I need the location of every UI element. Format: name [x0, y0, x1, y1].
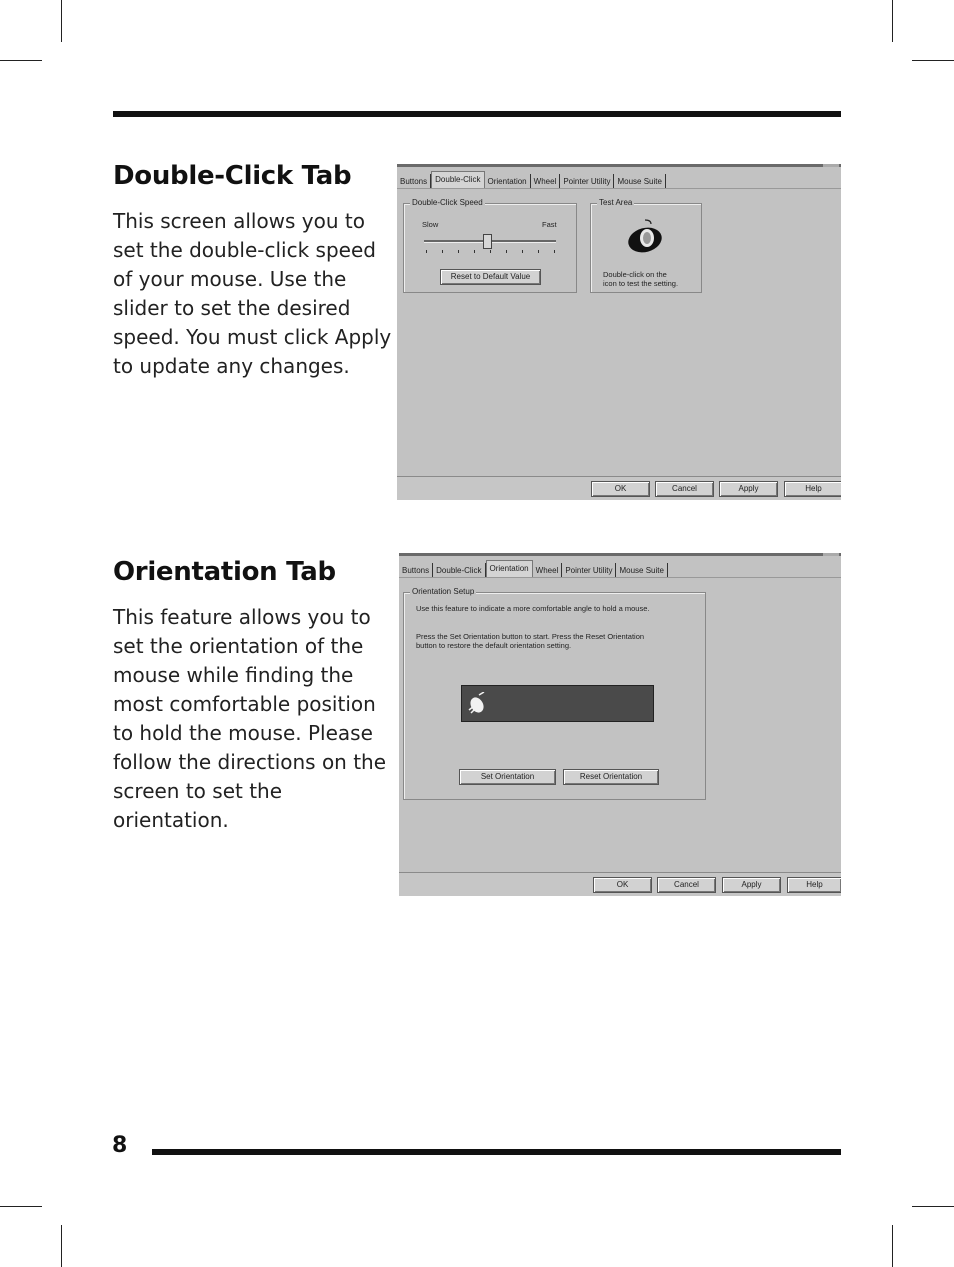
ok-button[interactable]: OK	[591, 481, 650, 497]
tab-double-click[interactable]: Double-Click	[431, 171, 484, 188]
help-button[interactable]: Help	[784, 481, 841, 497]
test-area-instruction-line2: icon to test the setting.	[603, 279, 679, 288]
slider-tick	[474, 250, 475, 253]
ok-button[interactable]: OK	[593, 877, 652, 893]
apply-button[interactable]: Apply	[722, 877, 781, 893]
tab-strip	[399, 562, 668, 577]
tab-wheel[interactable]: Wheel	[531, 174, 561, 188]
tab-wheel[interactable]: Wheel	[533, 563, 563, 577]
slider-tick	[458, 250, 459, 253]
tab-double-click[interactable]: Double-Click	[433, 563, 485, 577]
orientation-title: Orientation Tab	[113, 557, 336, 587]
crop-mark	[61, 0, 62, 42]
group-title: Orientation Setup	[412, 587, 475, 596]
orientation-screenshot	[399, 553, 841, 896]
crop-mark	[0, 1206, 42, 1207]
top-rule	[113, 111, 841, 117]
tab-mouse-suite[interactable]: Mouse Suite	[616, 563, 667, 577]
speed-slider-thumb[interactable]	[483, 234, 492, 249]
window-controls-icon	[823, 553, 839, 556]
double-click-speed-group	[403, 198, 577, 293]
test-area-instruction-line1: Double-click on the	[603, 270, 667, 279]
window-titlebar	[399, 553, 841, 556]
orientation-instruction-line1: Press the Set Orientation button to start. Press the Reset Orientation	[416, 632, 645, 641]
tab-mouse-suite[interactable]: Mouse Suite	[614, 174, 665, 188]
double-click-title: Double-Click Tab	[113, 161, 352, 191]
tab-divider	[397, 188, 841, 189]
slider-tick	[442, 250, 443, 253]
slider-tick	[426, 250, 427, 253]
tab-buttons[interactable]: Buttons	[399, 563, 433, 577]
test-area-group	[590, 198, 702, 293]
set-orientation-button[interactable]: Set Orientation	[459, 769, 556, 785]
footer-separator	[399, 872, 841, 873]
cancel-button[interactable]: Cancel	[655, 481, 714, 497]
reset-orientation-button[interactable]: Reset Orientation	[563, 769, 659, 785]
orientation-mouse-icon	[465, 692, 489, 716]
orientation-setup-group	[403, 587, 706, 800]
crop-mark	[912, 1206, 954, 1207]
slider-tick	[554, 250, 555, 253]
footer-separator	[397, 476, 841, 477]
crop-mark	[892, 0, 893, 42]
page-number: 8	[112, 1133, 128, 1158]
window-controls-icon	[823, 164, 839, 167]
tab-divider	[399, 577, 841, 578]
crop-mark	[61, 1225, 62, 1267]
reset-default-button[interactable]: Reset to Default Value	[440, 269, 541, 285]
group-title: Test Area	[599, 198, 633, 207]
tab-strip	[397, 173, 666, 188]
slider-tick	[538, 250, 539, 253]
window-titlebar	[397, 164, 841, 167]
help-button[interactable]: Help	[787, 877, 841, 893]
slider-tick	[522, 250, 523, 253]
tab-buttons[interactable]: Buttons	[397, 174, 431, 188]
orientation-description: This feature allows you to set the orientation of the mouse while finding the most comfortable position to hold the mouse. Please follow the directions on the screen to set the orientation.	[113, 605, 387, 832]
tab-pointer-utility[interactable]: Pointer Utility	[560, 174, 614, 188]
bottom-rule	[152, 1149, 841, 1155]
fast-label: Fast	[542, 220, 557, 229]
crop-mark	[0, 60, 42, 61]
double-click-description: This screen allows you to set the double-click speed of your mouse. Use the slider to set the desired speed. You must click Apply to update any changes.	[113, 209, 392, 378]
test-mouse-icon[interactable]	[625, 218, 665, 256]
crop-mark	[892, 1225, 893, 1267]
cancel-button[interactable]: Cancel	[657, 877, 716, 893]
tab-orientation[interactable]: Orientation	[485, 174, 531, 188]
orientation-display[interactable]	[461, 685, 654, 722]
orientation-intro-text: Use this feature to indicate a more comfortable angle to hold a mouse.	[416, 604, 650, 613]
apply-button[interactable]: Apply	[719, 481, 778, 497]
tab-pointer-utility[interactable]: Pointer Utility	[562, 563, 616, 577]
double-click-screenshot	[397, 164, 841, 500]
crop-mark	[912, 60, 954, 61]
tab-orientation[interactable]: Orientation	[486, 560, 533, 577]
group-title: Double-Click Speed	[412, 198, 483, 207]
slider-tick	[506, 250, 507, 253]
slow-label: Slow	[422, 220, 439, 229]
orientation-instruction-line2: button to restore the default orientation setting.	[416, 641, 572, 650]
slider-tick	[490, 250, 491, 253]
